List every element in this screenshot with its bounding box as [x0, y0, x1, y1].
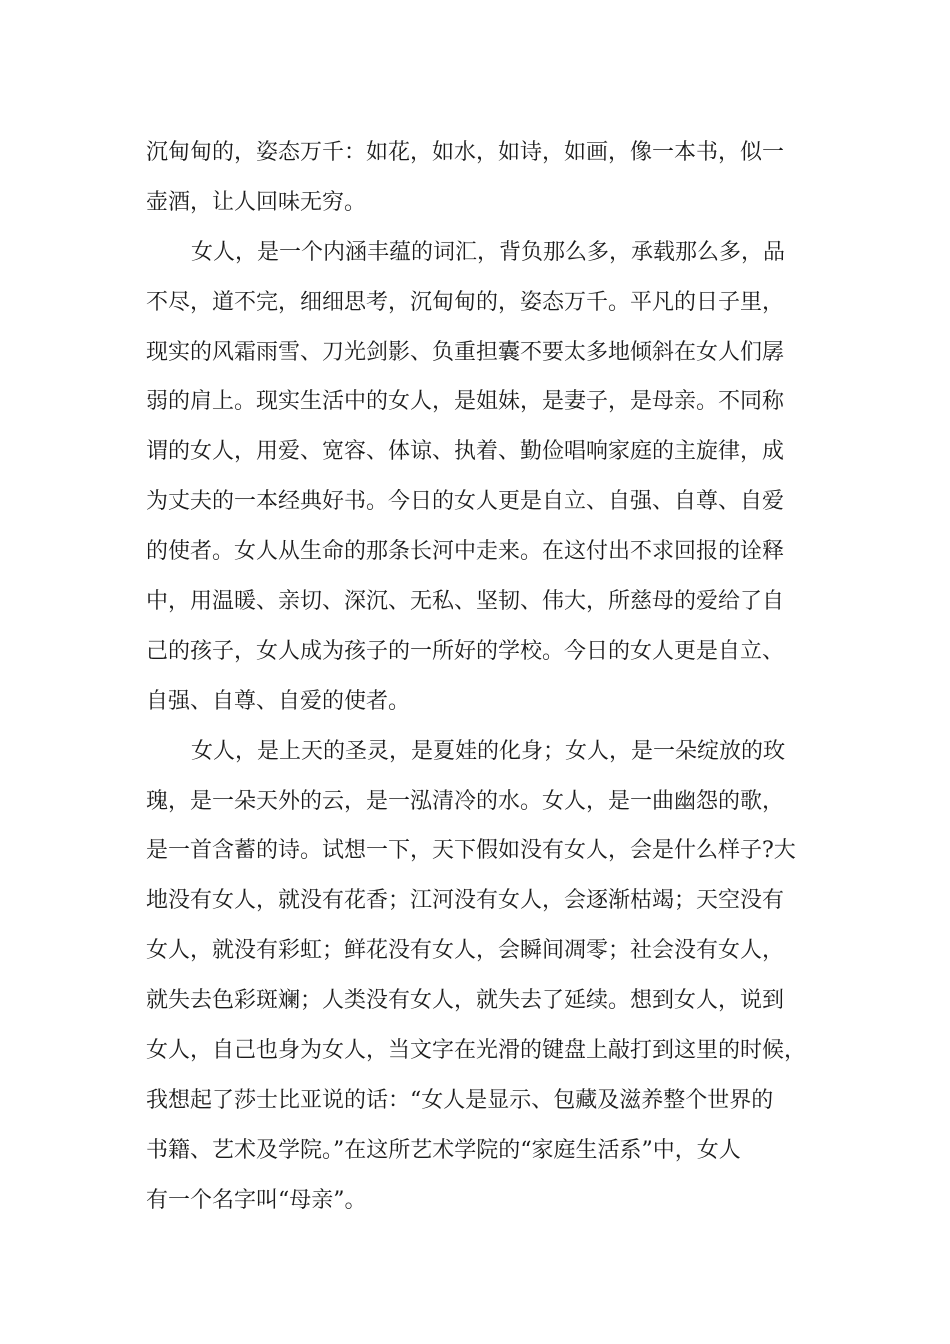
text-line: 中，用温暖、亲切、深沉、无私、坚韧、伟大，所慈母的爱给了自: [146, 589, 785, 615]
text-line: 为丈夫的一本经典好书。今日的女人更是自立、自强、自尊、自爱: [146, 489, 785, 515]
text-line: 弱的肩上。现实生活中的女人，是姐妹，是妻子，是母亲。不同称: [146, 389, 785, 415]
text-line: 壶酒，让人回味无穷。: [146, 189, 367, 215]
text-line: 有一个名字叫“母亲”。: [146, 1187, 367, 1213]
text-line: 女人，是一个内涵丰蕴的词汇，背负那么多，承载那么多，品: [191, 239, 786, 265]
text-line: 沉甸甸的，姿态万千：如花，如水，如诗，如画，像一本书，似一: [146, 140, 785, 165]
text-line: 瑰，是一朵天外的云，是一泓清冷的水。女人，是一曲幽怨的歌，: [146, 788, 785, 814]
text-line: 是一首含蓄的诗。试想一下，天下假如没有女人，会是什么样子?大: [146, 838, 796, 864]
text-line: 书籍、艺术及学院。”在这所艺术学院的“家庭生活系”中，女人: [146, 1137, 741, 1163]
body-text: [146, 128, 816, 1226]
text-line: 自强、自尊、自爱的使者。: [146, 688, 411, 714]
text-line: 现实的风霜雨雪、刀光剑影、负重担囊不要太多地倾斜在女人们孱: [146, 339, 785, 365]
text-line: 地没有女人，就没有花香；江河没有女人，会逐渐枯竭；天空没有: [146, 888, 785, 914]
text-line: 女人，就没有彩虹；鲜花没有女人，会瞬间凋零；社会没有女人，: [146, 938, 785, 964]
text-line: 我想起了莎士比亚说的话：“女人是显示、包藏及滋养整个世界的: [146, 1087, 774, 1113]
text-line: 的使者。女人从生命的那条长河中走来。在这付出不求回报的诠释: [146, 539, 785, 565]
text-line: 谓的女人，用爱、宽容、体谅、执着、勤俭唱响家庭的主旋律，成: [146, 439, 785, 465]
text-line: 就失去色彩斑斓；人类没有女人，就失去了延续。想到女人，说到: [146, 988, 785, 1014]
text-line: 女人，自己也身为女人，当文字在光滑的键盘上敲打到这里的时候，: [146, 1038, 807, 1064]
text-line: 己的孩子，女人成为孩子的一所好的学校。今日的女人更是自立、: [146, 638, 785, 664]
text-line: 女人，是上天的圣灵，是夏娃的化身；女人，是一朵绽放的玫: [191, 738, 786, 764]
text-line: 不尽，道不完，细细思考，沉甸甸的，姿态万千。平凡的日子里，: [146, 289, 785, 315]
